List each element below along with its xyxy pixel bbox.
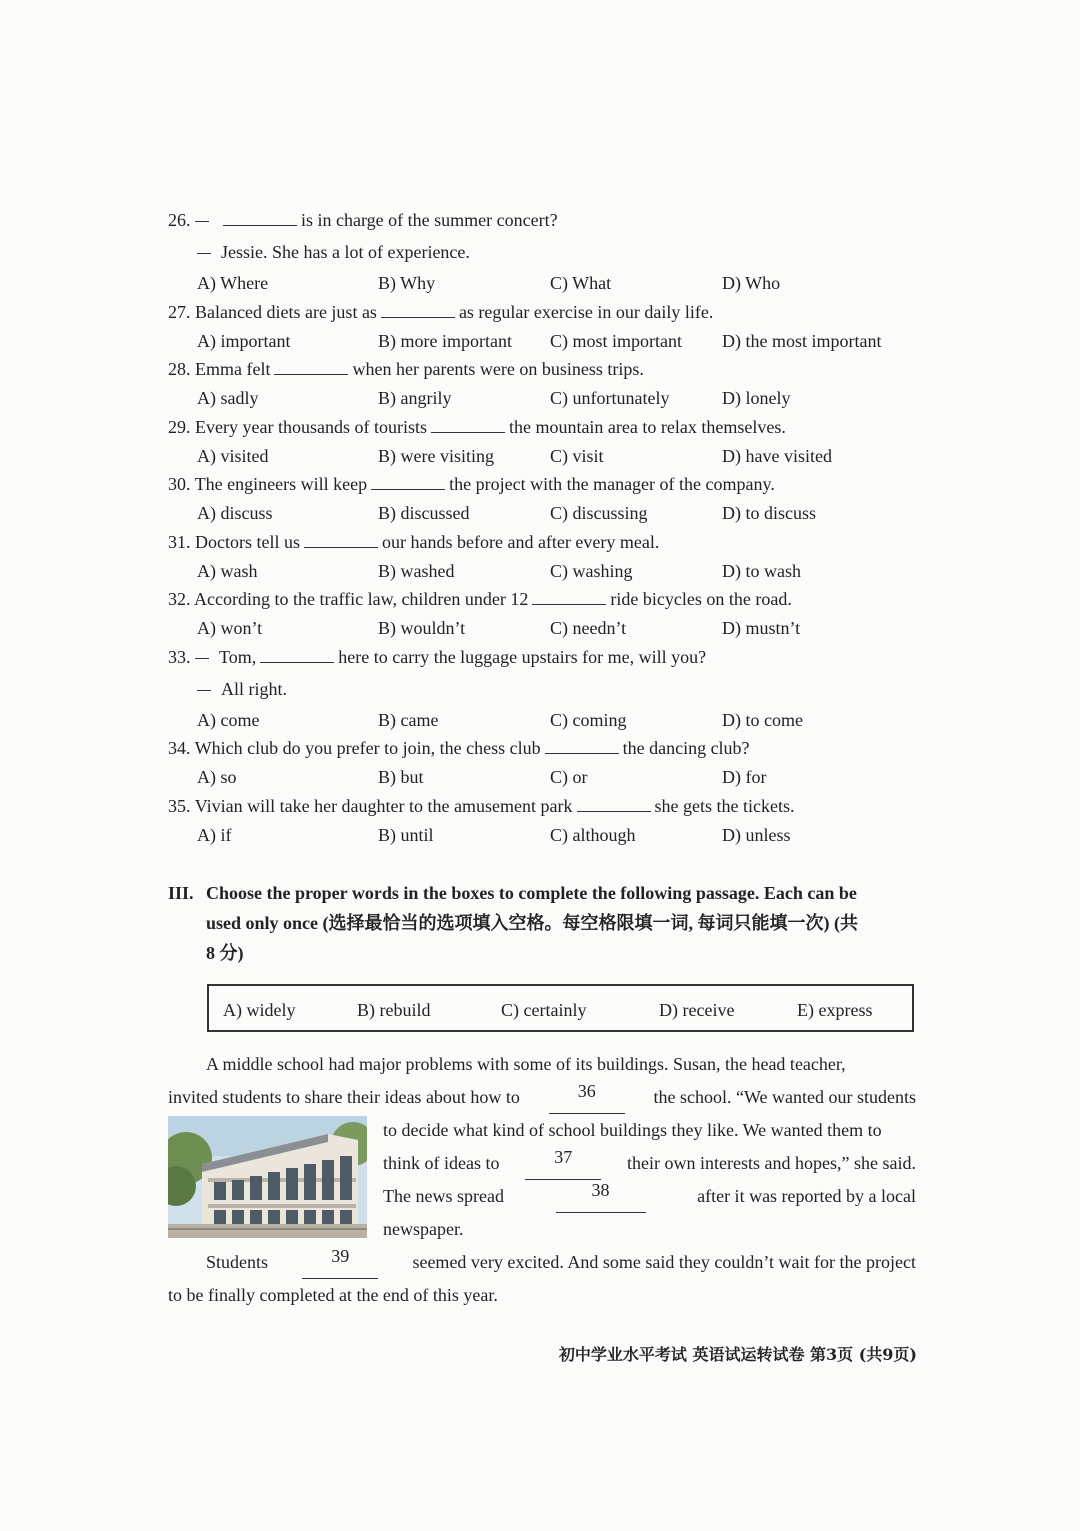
question-number: 32. bbox=[168, 589, 191, 609]
question-number: 35. bbox=[168, 795, 191, 816]
question-stem bbox=[168, 300, 713, 324]
word-option: B) rebuild bbox=[357, 1000, 431, 1020]
blank-38: 38 bbox=[556, 1180, 646, 1213]
stem-text: Tom, bbox=[219, 646, 257, 667]
answer-option: B) were visiting bbox=[378, 445, 494, 466]
blank-39: 39 bbox=[302, 1246, 378, 1279]
answer-option: B) angrily bbox=[378, 388, 452, 408]
passage-line: newspaper. bbox=[383, 1219, 464, 1239]
stem-text: the project with the manager of the company. bbox=[449, 474, 775, 494]
answer-option: C) visit bbox=[550, 445, 604, 466]
answer-option: C) washing bbox=[550, 560, 633, 581]
stem-text: Emma felt bbox=[195, 359, 271, 379]
question-stem bbox=[168, 415, 786, 439]
passage-line: Students 39 seemed very excited. And some said they couldn’t wait for the project bbox=[168, 1246, 916, 1279]
question-number: 34. bbox=[168, 738, 191, 758]
instruction-line: Choose the proper words in the boxes to complete the following passage. Each can be bbox=[206, 883, 857, 903]
answer-option: B) until bbox=[378, 824, 434, 845]
passage-line: A middle school had major problems with some of its buildings. Susan, the head teacher, bbox=[206, 1054, 846, 1074]
answer-blank bbox=[371, 473, 445, 490]
answer-blank bbox=[260, 646, 334, 663]
answer-option: B) but bbox=[378, 767, 424, 787]
answer-option: A) discuss bbox=[197, 503, 273, 523]
word-box bbox=[207, 984, 914, 1032]
answer-option: C) most important bbox=[550, 330, 682, 351]
stem-text: According to the traffic law, children under 12 bbox=[194, 589, 529, 609]
word-option: D) receive bbox=[659, 1000, 735, 1020]
answer-option: B) discussed bbox=[378, 503, 470, 523]
answer-option: D) unless bbox=[722, 824, 791, 845]
answer-blank bbox=[545, 737, 619, 754]
answer-option: C) What bbox=[550, 273, 612, 293]
answer-option: A) won’t bbox=[197, 618, 263, 638]
answer-blank bbox=[381, 301, 455, 318]
school-building-photo bbox=[168, 1116, 367, 1238]
stem-text: is in charge of the summer concert? bbox=[301, 210, 558, 230]
answer-option: B) wouldn’t bbox=[378, 618, 466, 638]
answer-option: A) wash bbox=[197, 560, 258, 581]
answer-option: A) come bbox=[197, 709, 260, 730]
answer-option: D) to come bbox=[722, 709, 803, 730]
answer-option: A) sadly bbox=[197, 388, 259, 408]
answer-option: A) Where bbox=[197, 273, 269, 293]
question-stem bbox=[168, 736, 750, 760]
answer-option: B) more important bbox=[378, 330, 512, 351]
stem-text: Doctors tell us bbox=[195, 531, 300, 552]
question-number: 26. bbox=[168, 210, 191, 230]
answer-option: D) to discuss bbox=[722, 503, 816, 523]
answer-option: D) have visited bbox=[722, 445, 832, 466]
question-stem bbox=[168, 530, 659, 554]
dialog-dash bbox=[195, 221, 209, 222]
stem-text: here to carry the luggage upstairs for me, will you? bbox=[338, 646, 707, 667]
blank-36: 36 bbox=[549, 1081, 625, 1114]
dialog-dash bbox=[195, 658, 209, 659]
answer-option: C) coming bbox=[550, 709, 627, 730]
answer-option: C) needn’t bbox=[550, 618, 627, 638]
answer-option: D) the most important bbox=[722, 330, 882, 351]
answer-option: A) so bbox=[197, 767, 237, 787]
instruction-line: 8 分) bbox=[206, 943, 244, 963]
question-number: 27. bbox=[168, 301, 191, 322]
answer-option: B) Why bbox=[378, 273, 436, 293]
instruction-line: used only once (选择最恰当的选项填入空格。每空格限填一词, 每词只能填一次) (共 bbox=[206, 913, 858, 933]
stem-text: when her parents were on business trips. bbox=[352, 359, 644, 379]
passage-line: to decide what kind of school buildings they like. We wanted them to bbox=[383, 1120, 882, 1140]
answer-blank bbox=[532, 588, 606, 605]
reply-text: All right. bbox=[221, 678, 287, 699]
answer-option: A) if bbox=[197, 824, 232, 845]
question-number: 33. bbox=[168, 646, 191, 667]
question-stem bbox=[168, 357, 644, 381]
stem-text: Balanced diets are just as bbox=[195, 301, 377, 322]
section-3-instructions bbox=[168, 878, 918, 968]
answer-option: B) washed bbox=[378, 560, 455, 581]
answer-option: A) important bbox=[197, 330, 291, 351]
dialog-dash bbox=[197, 253, 211, 254]
dialog-dash bbox=[197, 690, 211, 691]
section-number: III. bbox=[168, 883, 194, 903]
answer-option: D) Who bbox=[722, 273, 781, 293]
page-footer: 初中学业水平考试 英语试运转试卷 第3页 (共9页) bbox=[558, 1345, 917, 1364]
answer-blank bbox=[304, 531, 378, 548]
answer-option: C) although bbox=[550, 824, 636, 845]
answer-option: C) unfortunately bbox=[550, 388, 670, 408]
passage-line: to be finally completed at the end of this year. bbox=[168, 1285, 498, 1305]
answer-option: C) discussing bbox=[550, 503, 648, 523]
stem-text: The engineers will keep bbox=[194, 474, 368, 494]
stem-text: ride bicycles on the road. bbox=[610, 589, 792, 609]
question-number: 30. bbox=[168, 474, 191, 494]
stem-text: the mountain area to relax themselves. bbox=[508, 416, 786, 437]
answer-option: B) came bbox=[378, 709, 439, 730]
question-stem bbox=[168, 794, 794, 818]
passage-line: invited students to share their ideas about how to 36 the school. “We wanted our students bbox=[168, 1081, 916, 1114]
dialog-reply bbox=[197, 240, 470, 264]
answer-blank bbox=[431, 416, 505, 433]
answer-option: A) visited bbox=[197, 445, 269, 466]
stem-text: Which club do you prefer to join, the chess club bbox=[194, 738, 541, 758]
question-stem bbox=[168, 208, 558, 232]
passage-line: The news spread 38 after it was reported by a local bbox=[383, 1180, 916, 1213]
question-stem bbox=[168, 587, 792, 611]
answer-blank bbox=[274, 358, 348, 375]
question-number: 29. bbox=[168, 416, 191, 437]
stem-text: as regular exercise in our daily life. bbox=[458, 301, 714, 322]
word-option: A) widely bbox=[223, 1000, 296, 1020]
answer-blank bbox=[577, 795, 651, 812]
dialog-reply bbox=[197, 677, 287, 701]
answer-option: C) or bbox=[550, 767, 588, 787]
word-option: E) express bbox=[797, 1000, 873, 1020]
blank-37: 37 bbox=[525, 1147, 601, 1180]
answer-option: D) lonely bbox=[722, 388, 791, 408]
stem-text: Every year thousands of tourists bbox=[195, 416, 427, 437]
answer-option: D) to wash bbox=[722, 560, 801, 581]
answer-option: D) for bbox=[722, 767, 767, 787]
stem-text: our hands before and after every meal. bbox=[382, 531, 660, 552]
reply-text: Jessie. She has a lot of experience. bbox=[221, 242, 470, 262]
question-stem bbox=[168, 472, 775, 496]
answer-option: D) mustn’t bbox=[722, 618, 801, 638]
stem-text: she gets the tickets. bbox=[654, 795, 795, 816]
stem-text: the dancing club? bbox=[622, 738, 750, 758]
word-option: C) certainly bbox=[501, 1000, 587, 1020]
stem-text: Vivian will take her daughter to the amusement park bbox=[194, 795, 573, 816]
question-stem bbox=[168, 645, 706, 669]
answer-blank bbox=[223, 209, 297, 226]
question-number: 31. bbox=[168, 531, 191, 552]
question-number: 28. bbox=[168, 359, 191, 379]
passage-line: think of ideas to 37 their own interests and hopes,” she said. bbox=[383, 1147, 916, 1180]
